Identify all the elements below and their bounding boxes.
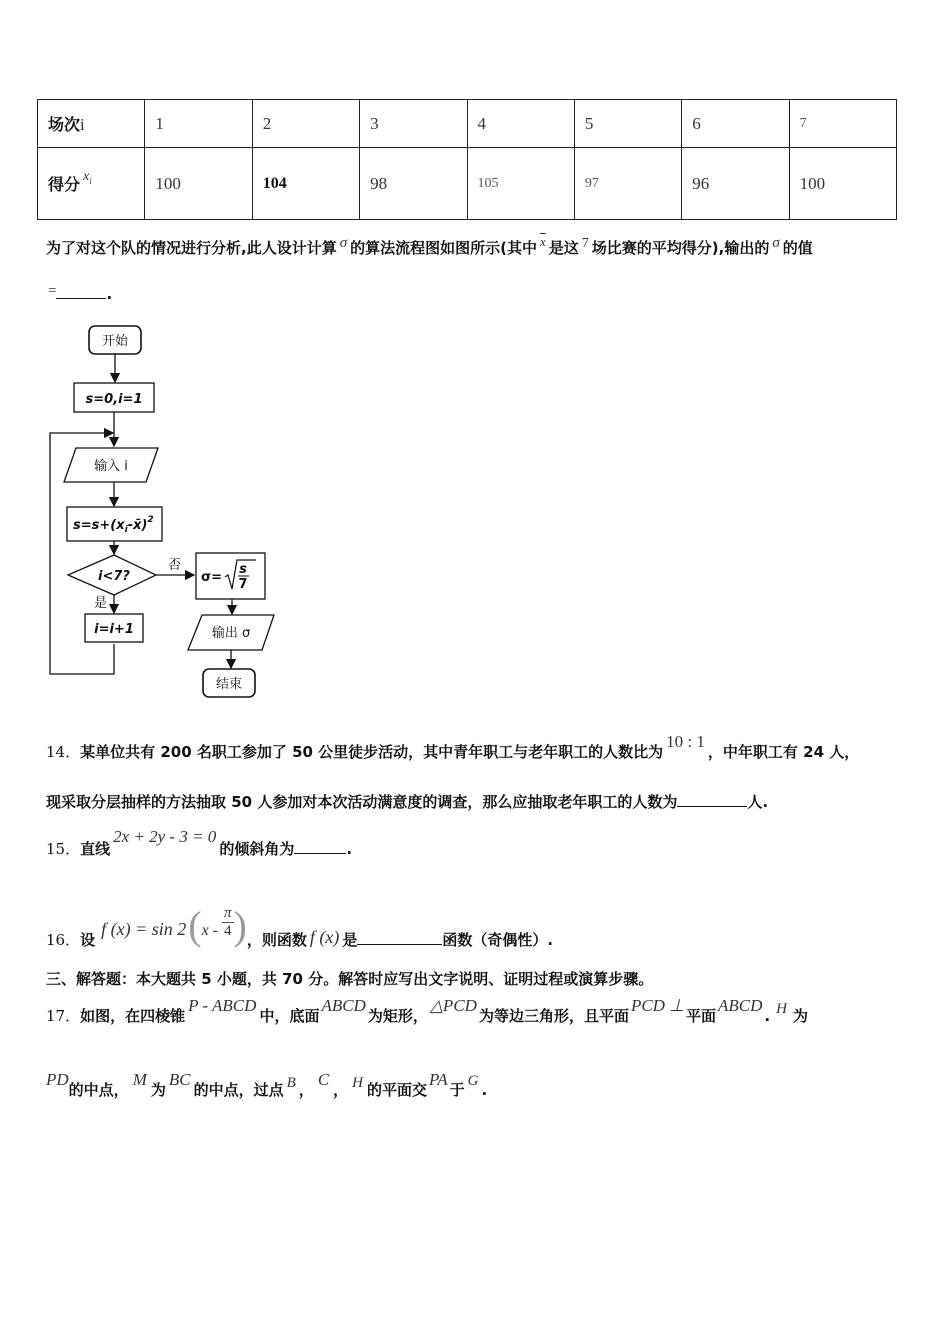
table-row-sessions — [38, 100, 897, 148]
q17-math: PA — [429, 1070, 448, 1089]
flow-no-label: 否 — [168, 558, 182, 573]
q17-text: 如图，在四棱锥 — [80, 1007, 186, 1025]
q16-post: 是 — [342, 931, 358, 949]
table-header-session — [38, 100, 145, 148]
q17-text: ， — [298, 1081, 314, 1099]
q16-line — [46, 886, 554, 949]
pi-fraction — [222, 905, 234, 940]
q17-text: 的中点，过点 — [193, 1081, 284, 1099]
q17-text: 的中点， — [68, 1081, 129, 1099]
paren-right: ) — [233, 903, 247, 948]
q17-math: △PCD — [429, 996, 477, 1015]
table-cell: 3 — [360, 100, 467, 148]
line-equation: 2x + 2y - 3 = 0 — [113, 827, 217, 846]
q17-math: PCD ⊥ — [630, 996, 685, 1015]
q14-text-3: 现采取分层抽样的方法抽取 50 人参加对本次活动满意度的调查，那么应抽取老年职工的人数为 — [46, 793, 678, 811]
q13-end: . — [106, 285, 113, 303]
table-cell: 4 — [467, 100, 574, 148]
score-var-sub: i — [89, 175, 92, 186]
flowchart — [44, 320, 284, 705]
q14-line1 — [46, 732, 860, 762]
flow-increment-label: i=i+1 — [94, 622, 134, 637]
q15-end: . — [346, 840, 353, 858]
q17-text: . — [481, 1081, 488, 1099]
denominator-four: 4 — [224, 923, 232, 939]
q13-line1 — [46, 234, 813, 258]
q17-text: ， — [333, 1081, 349, 1099]
flow-output-label: 输出 σ — [211, 626, 251, 641]
q16-pre: 设 — [80, 931, 96, 949]
answer-blank — [677, 792, 747, 807]
q17-math: BC — [168, 1070, 191, 1089]
table-cell: 98 — [360, 148, 467, 220]
q17-math: G — [467, 1073, 479, 1089]
flow-start-label: 开始 — [101, 334, 129, 349]
table-cell: 1 — [145, 100, 252, 148]
q16-mid: ，则函数 — [246, 931, 307, 949]
flow-input-label: 输入 i — [94, 459, 128, 474]
q14-text-2: ，中年职工有 24 人， — [707, 743, 860, 761]
sqrt-numerator: s — [239, 562, 247, 577]
table-row-scores — [38, 148, 897, 220]
q13-text-3: 是这 — [548, 239, 579, 257]
function-inner: x - — [201, 922, 223, 939]
q15-number: 15． — [46, 840, 81, 858]
q16-end: 函数（奇偶性）. — [442, 931, 554, 949]
function-ref: f (x) — [309, 927, 340, 947]
q15-post: 的倾斜角为 — [219, 840, 295, 858]
answer-blank — [294, 839, 346, 854]
q17-text: 为 — [792, 1007, 808, 1025]
q14-text-1: 某单位共有 200 名职工参加了 50 公里徒步活动，其中青年职工与老年职工的人数比为 — [80, 743, 664, 761]
xbar-symbol: $\overline{x}$ — [539, 234, 546, 249]
q17-number: 17． — [46, 1007, 81, 1025]
q17-math: ABCD — [718, 996, 763, 1015]
q13-text-1: 为了对这个队的情况进行分析,此人设计计算 — [46, 239, 337, 257]
q17-line1 — [46, 996, 808, 1026]
sigma-symbol: σ — [339, 235, 348, 251]
flow-end-label: 结束 — [215, 677, 243, 692]
q17-text: 为矩形， — [367, 1007, 428, 1025]
q13-text-4: 场比赛的平均得分),输出的 — [591, 239, 770, 257]
flow-update-s-sub: i — [124, 525, 128, 535]
session-label: 场次 — [48, 115, 81, 134]
flow-yes-label: 是 — [94, 596, 108, 611]
q17-math: ABCD — [321, 996, 366, 1015]
q17-text: . — [764, 1007, 771, 1025]
pi-symbol: π — [224, 905, 232, 921]
equals-sign: = — [48, 283, 57, 299]
table-cell: 105 — [467, 148, 574, 220]
table-header-score — [38, 148, 145, 220]
table-cell: 104 — [252, 148, 359, 220]
flow-condition-label: i<7? — [98, 569, 130, 584]
sqrt-denominator: 7 — [238, 577, 248, 592]
q14-number: 14． — [46, 743, 81, 761]
table-cell: 100 — [789, 148, 896, 220]
paren-left: ( — [188, 903, 202, 948]
q17-text: 为 — [150, 1081, 166, 1099]
q17-math: B — [286, 1075, 296, 1091]
seven-number: 7 — [581, 236, 589, 251]
q17-line2 — [46, 1070, 488, 1100]
q17-math: H — [352, 1075, 364, 1091]
score-var — [83, 169, 92, 184]
answer-blank — [357, 930, 442, 945]
q17-math: M — [132, 1070, 147, 1089]
q13-text-5: 的值 — [782, 239, 813, 257]
table-cell: 96 — [682, 148, 789, 220]
q17-text: 于 — [449, 1081, 465, 1099]
q13-text-2: 的算法流程图如图所示(其中 — [350, 239, 537, 257]
q17-text: 为等边三角形，且平面 — [478, 1007, 629, 1025]
q17-math: P - ABCD — [188, 996, 257, 1015]
q15-pre: 直线 — [80, 840, 111, 858]
q17-math: PD — [46, 1070, 69, 1089]
table-cell: 5 — [574, 100, 681, 148]
answer-blank — [56, 284, 106, 299]
ratio-value: 10 : 1 — [666, 732, 705, 751]
score-label: 得分 — [48, 174, 81, 194]
table-cell: 100 — [145, 148, 252, 220]
sigma-symbol-2: σ — [772, 235, 780, 251]
q13-line2 — [48, 284, 112, 304]
flow-update-s-main: s=s+(x — [73, 518, 125, 533]
flow-update-s-label — [73, 515, 154, 535]
function-def: f (x) = sin 2 — [101, 919, 187, 939]
q14-line2 — [46, 791, 768, 812]
flow-update-s-tail: -x̄) — [127, 518, 148, 533]
q14-end: 人. — [747, 793, 769, 811]
q17-text: 中，底面 — [259, 1007, 320, 1025]
table-cell: 7 — [789, 100, 896, 148]
q15-line — [46, 827, 353, 859]
flow-init-label: s=0,i=1 — [85, 392, 143, 407]
section-heading: 三、解答题：本大题共 5 小题，共 70 分。解答时应写出文字说明、证明过程或演算步骤。 — [46, 970, 654, 988]
q17-text: 的平面交 — [367, 1081, 428, 1099]
q17-text: 平面 — [686, 1007, 717, 1025]
flow-update-s-sup: 2 — [147, 515, 154, 525]
q16-number: 16． — [46, 931, 81, 949]
q17-math: H — [776, 1001, 787, 1017]
table-cell: 2 — [252, 100, 359, 148]
session-var: i — [80, 115, 85, 134]
score-table — [37, 99, 897, 220]
table-cell: 97 — [574, 148, 681, 220]
table-cell: 6 — [682, 100, 789, 148]
flow-sigma-label: σ= — [201, 570, 223, 585]
score-var-x: x — [83, 168, 90, 184]
q17-math: C — [317, 1070, 330, 1089]
